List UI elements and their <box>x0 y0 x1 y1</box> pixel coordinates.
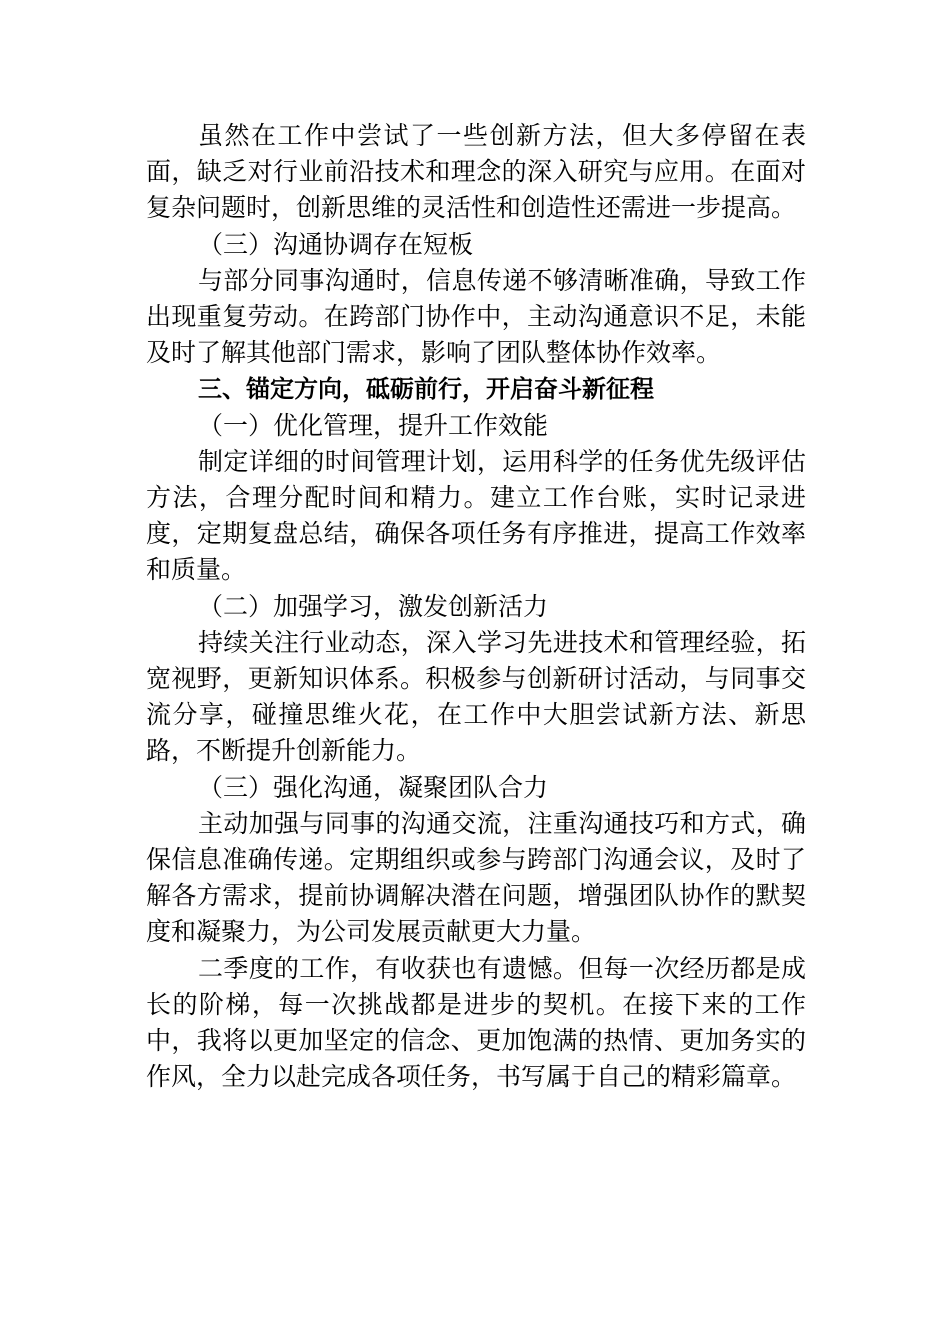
paragraph-conclusion: 二季度的工作，有收获也有遗憾。但每一次经历都是成长的阶梯，每一次挑战都是进步的契机。在接下来的工作中，我将以更加坚定的信念、更加饱满的热情、更加务实的作风，全力以赴完成各项任务，书写属于自己的精彩篇章。 <box>146 953 806 1092</box>
paragraph-strengthen-learning: 持续关注行业动态，深入学习先进技术和管理经验，拓宽视野，更新知识体系。积极参与创新研讨活动，与同事交流分享，碰撞思维火花，在工作中大胆尝试新方法、新思路，不断提升创新能力。 <box>146 627 806 766</box>
paragraph-innovation-shortfall: 虽然在工作中尝试了一些创新方法，但大多停留在表面，缺乏对行业前沿技术和理念的深入研究与应用。在面对复杂问题时，创新思维的灵活性和创造性还需进一步提高。 <box>146 121 806 223</box>
subheading-strengthen-communication: （三）强化沟通，凝聚团队合力 <box>198 772 549 802</box>
paragraph-strengthen-communication: 主动加强与同事的沟通交流，注重沟通技巧和方式，确保信息准确传递。定期组织或参与跨部门沟通会议，及时了解各方需求，提前协调解决潜在问题，增强团队协作的默契度和凝聚力，为公司发展贡献更大力量。 <box>146 808 806 947</box>
subheading-communication-shortfall: （三）沟通协调存在短板 <box>198 229 474 259</box>
subheading-optimize-management: （一）优化管理，提升工作效能 <box>198 410 549 440</box>
subheading-strengthen-learning: （二）加强学习，激发创新活力 <box>198 591 549 621</box>
paragraph-communication-shortfall: 与部分同事沟通时，信息传递不够清晰准确，导致工作出现重复劳动。在跨部门协作中，主动沟通意识不足，未能及时了解其他部门需求，影响了团队整体协作效率。 <box>146 265 806 368</box>
document-body <box>146 118 806 1095</box>
section-heading-three: 三、锚定方向，砥砺前行，开启奋斗新征程 <box>198 375 654 404</box>
paragraph-optimize-management: 制定详细的时间管理计划，运用科学的任务优先级评估方法，合理分配时间和精力。建立工作台账，实时记录进度，定期复盘总结，确保各项任务有序推进，提高工作效率和质量。 <box>146 446 806 585</box>
